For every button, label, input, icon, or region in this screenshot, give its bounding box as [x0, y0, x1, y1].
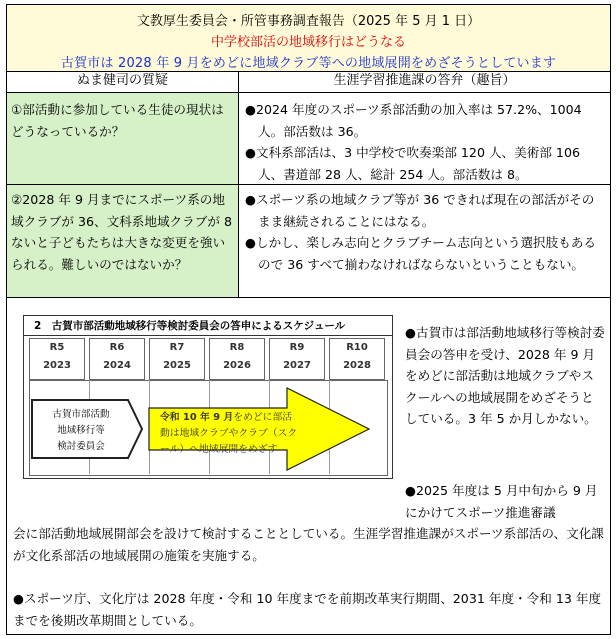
note-paragraph-3: ●スポーツ庁、文化庁は 2028 年度・令和 10 年度までを前期改革実行期間、2031 年度・令和 13 年度までを後期改革期間としている。	[13, 591, 602, 628]
column-header-question: ぬま健司の質疑	[7, 71, 239, 93]
goal-arrow-text	[160, 410, 298, 458]
note-paragraph-2-start: ●2025 年度は 5 月中旬から 9 月にかけてスポーツ推進審議	[405, 483, 598, 520]
year-cell-r5: R5 2023	[29, 338, 85, 380]
answer-2	[239, 185, 610, 298]
year-cell-r6: R6 2024	[89, 338, 145, 380]
report-lead: 古賀市は 2028 年 9 月をめどに地域クラブ等への地域展開をめざそうとしています	[60, 56, 557, 71]
schedule-section	[7, 298, 610, 634]
year-cell-r8: R8 2026	[209, 338, 265, 380]
committee-line-3: 検討委員会	[57, 441, 105, 452]
question-1: ①部活動に参加している生徒の現状はどうなっているか？	[7, 93, 239, 185]
year-cell-r10: R10 2028	[329, 338, 385, 380]
answer-1-point-2: ●文科系部活は、3 中学校で吹奏楽部 120 人、美術部 106 人、書道部 28 人、総計 254 人。部活数は 8。	[245, 145, 580, 182]
answer-2-point-2: ●しかし、楽しみ志向とクラブチーム志向という選択肢もあるので 36 すべて揃わなければならないということもない。	[245, 235, 597, 272]
goal-arrow-desc: をめどに部活動は地域クラブやクラブ（スクール）へ地域展開をめざす	[160, 412, 298, 455]
year-cell-r9: R9 2027	[269, 338, 325, 380]
answer-1-point-1: ●2024 年度のスポーツ系部活動の加入率は 57.2%、1004 人。部活数は 36。	[245, 102, 582, 139]
report-subtitle: 中学校部活の地域移行はどうなる	[210, 35, 406, 50]
note-paragraph-1: ●古賀市は部活動地域移行等検討委員会の答申を受け、2028 年 9 月をめどに部活動は地域クラブやスクールへの地域展開をめざそうとしている。3 年 5 か月しかない。	[405, 325, 605, 426]
note-paragraph-2-end: 会に部活動地域展開部会を設けて検討することとしている。生涯学習推進課がスポーツ系部活の、文化課が文化系部活の地域展開の施策を実施する。	[13, 526, 604, 563]
answer-1	[239, 93, 610, 185]
report-frame	[6, 4, 611, 635]
report-header	[7, 5, 610, 72]
committee-line-1: 古賀市部活動	[52, 409, 110, 420]
question-2: ②2028 年 9 月までにスポーツ系の地域クラブが 36、文科系地域クラブが 8 ないと子どもたちは大きな変更を強いられる。難しいのではないか？	[7, 185, 239, 298]
goal-arrow-date: 令和 10 年 9 月	[160, 412, 234, 423]
schedule-title: 2 古賀市部活動地域移行等検討委員会の答申によるスケジュール	[24, 316, 392, 336]
answer-2-point-1: ●スポーツ系の地域クラブ等が 36 できれば現在の部活がそのまま継続されることにはなる。	[245, 192, 595, 229]
report-title: 文教厚生委員会・所管事務調査報告（2025 年 5 月 1 日）	[136, 14, 481, 29]
schedule-figure	[23, 315, 393, 479]
committee-line-2: 地域移行等	[57, 425, 105, 436]
column-header-answer: 生涯学習推進課の答弁（趣旨）	[239, 71, 610, 93]
year-cell-r7: R7 2025	[149, 338, 205, 380]
